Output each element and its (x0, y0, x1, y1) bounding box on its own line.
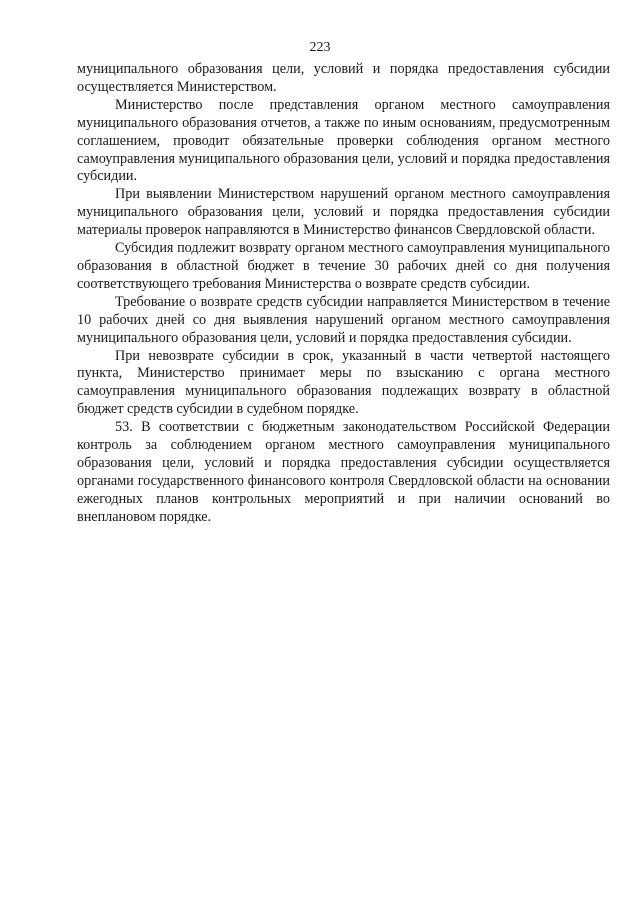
paragraph-inspections: Министерство после представления органом местного самоуправления муниципального образования отчетов, а также по иным основаниям, предусмотренным соглашением, проводит обязательные проверки соблюдения органом местного самоуправления муниципального образования цели, условий и порядка предоставления субсидии. (77, 96, 610, 185)
paragraph-continuation: муниципального образования цели, условий и порядка предоставления субсидии осуществляется Министерством. (77, 61, 610, 95)
paragraph-refund-request: Требование о возврате средств субсидии направляется Министерством в течение 10 рабочих дней со дня выявления нарушений органом местного самоуправления муниципального образования цели, условий и порядка предоставления субсидии. (77, 293, 610, 346)
paragraph-clause-53: 53. В соответствии с бюджетным законодательством Российской Федерации контроль за соблюдением органом местного самоуправления муниципального образования цели, условий и порядка предоставления субсидии осуществляется органами государственного финансового контроля Свердловской области на основании ежегодных планов контрольных мероприятий и при наличии оснований во внеплановом порядке. (77, 419, 610, 525)
page-number: 223 (309, 40, 331, 55)
paragraph-refund-deadline: Субсидия подлежит возврату органом местного самоуправления муниципального образования в областной бюджет в течение 30 рабочих дней со дня получения соответствующего требования Министерства о возврате средств субсидии. (77, 240, 610, 292)
paragraph-court-recovery: При невозврате субсидии в срок, указанный в части четвертой настоящего пункта, Министерство принимает меры по взысканию с органа местного самоуправления муниципального образования подлежащих возврату в областной бюджет средств субсидии в судебном порядке. (77, 347, 610, 418)
paragraph-violations: При выявлении Министерством нарушений органом местного самоуправления муниципального образования цели, условий и порядка предоставления субсидии материалы проверок направляются в Министерство финансов Свердловской области. (77, 186, 610, 239)
document-body (77, 61, 610, 527)
